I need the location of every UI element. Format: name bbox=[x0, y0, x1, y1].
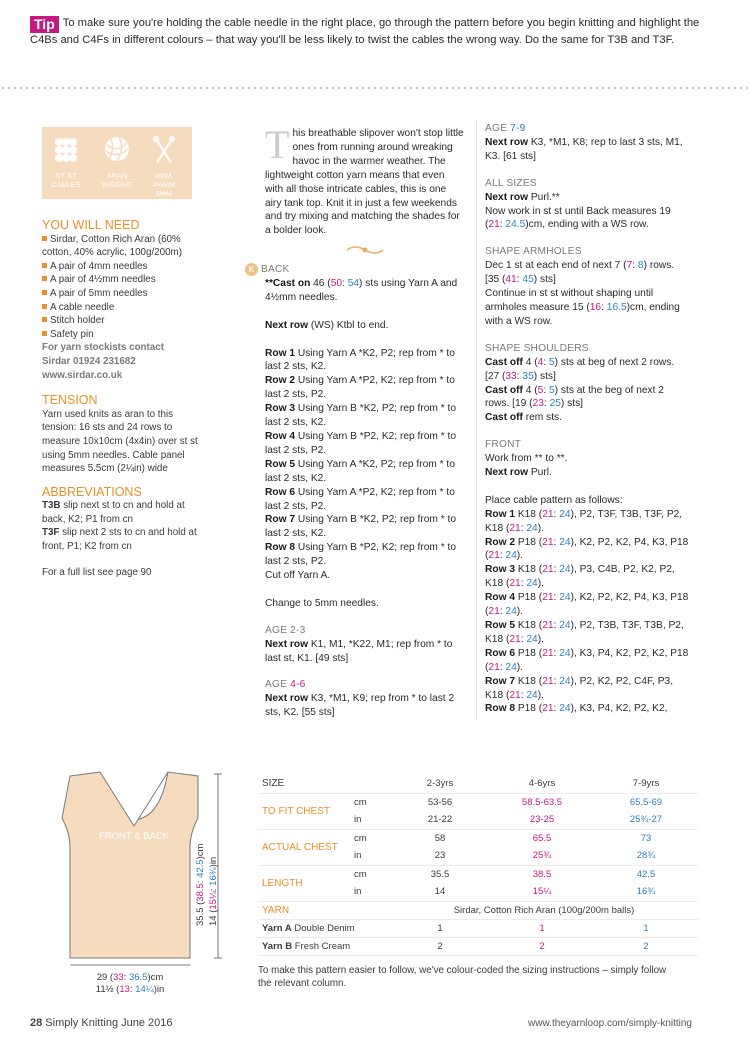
tip-box bbox=[30, 16, 720, 48]
change-needles-note: Change to 5mm needles. bbox=[265, 597, 379, 609]
page-number: 28 bbox=[30, 1017, 43, 1029]
all-sizes-heading: ALL SIZES bbox=[485, 177, 537, 189]
stockists-link[interactable]: www.sirdar.co.uk bbox=[42, 369, 123, 381]
age-7-9-row: Next row K3, *M1, K8; rep to last 3 sts, M1, K3. [61 sts] bbox=[485, 136, 683, 162]
age-4-6-row: Next row K3, *M1, K9; rep from * to last 2 sts, K2. [55 sts] bbox=[265, 693, 455, 719]
cable-row-6: Row 6 P18 (21: 24), K3, P4, K2, P2, K2, P18 (21: 24). bbox=[485, 647, 689, 673]
materials-list bbox=[42, 233, 202, 342]
age-2-3-row: Next row K1, M1, *K22, M1; rep from * to last st, K1. [49 sts] bbox=[265, 638, 453, 664]
cable-row-7: Row 7 K18 (21: 24), P2, K2, P2, C4F, P3, K18 (21: 24). bbox=[485, 675, 674, 701]
height-cm: 35.5 (38.5: 42.5)cm bbox=[195, 843, 206, 926]
cable-row-8: Row 8 P18 (21: 24), K3, P4, K2, P2, K2, bbox=[485, 703, 668, 715]
width-in: 11½ (13: 14¼)in bbox=[95, 984, 165, 995]
back-row-3: Row 3 Using Yarn B *K2, P2; rep from * to last 2 sts, K2. bbox=[265, 403, 457, 429]
cut-off-note: Cut off Yarn A. bbox=[265, 570, 331, 582]
tip-text: To make sure you're holding the cable needle in the right place, go through the pattern before you begin knitting and highlight the C4Bs and C4Fs in different colours – that way you'll be less likely to twist the cables the wrong way. Do the same for T3B and T3F. bbox=[30, 17, 700, 46]
diagram-label: FRONT & BACK bbox=[98, 831, 170, 842]
list-item: A cable needle bbox=[42, 301, 202, 315]
front-next-row: Next row Purl. bbox=[485, 467, 552, 479]
shape-shoulders-heading: SHAPE SHOULDERS bbox=[485, 342, 589, 354]
table-row: TO FIT CHEST cm 53-56 58.5-63.5 65.5-69 bbox=[258, 793, 698, 811]
front-heading: FRONT bbox=[485, 439, 522, 451]
list-item: Safety pin bbox=[42, 328, 202, 342]
full-list-note: For a full list see page 90 bbox=[42, 566, 152, 578]
size-table bbox=[258, 775, 698, 956]
abbrev-t3b: T3B slip next st to cn and hold at back, K2; P1 from cn bbox=[42, 500, 185, 525]
project-icons-panel bbox=[42, 127, 192, 199]
garment-diagram bbox=[60, 768, 250, 968]
table-row: in 23 25¾ 28¾ bbox=[258, 847, 698, 865]
you-will-need-heading: YOU WILL NEED bbox=[42, 218, 140, 232]
table-row: ACTUAL CHEST cm 58 65.5 73 bbox=[258, 829, 698, 847]
armholes-dec: Dec 1 st at each end of next 7 (7: 8) rows. [35 (41: 45) sts] bbox=[485, 260, 675, 286]
table-row: in 21-22 23-25 25¾-27 bbox=[258, 811, 698, 829]
width-labels bbox=[70, 972, 190, 996]
list-item: A pair of 5mm needles bbox=[42, 287, 202, 301]
size-table-container bbox=[258, 775, 698, 990]
back-row-8: Row 8 Using Yarn B *P2, K2; rep from * to last 2 sts, P2. bbox=[265, 542, 457, 568]
age-7-9-heading: AGE 7-9 bbox=[485, 123, 526, 134]
tip-label: Tip bbox=[30, 16, 59, 33]
right-column bbox=[485, 122, 690, 716]
you-will-need-section bbox=[42, 219, 202, 579]
knit-badge: K bbox=[245, 263, 258, 276]
cable-row-4: Row 4 P18 (21: 24), K2, P2, K2, P4, K3, P18 (21: 24). bbox=[485, 592, 689, 618]
intro-paragraph: This breathable slipover won't stop little ones from running around wreaking havoc in the warmer weather. The lightweight cotton yarn means that even with all those intricate cables, this is one airy tank top. Knit it in just a few weekends and try mixing and matching the shades for a bolder look. bbox=[265, 122, 464, 237]
back-row-1: Row 1 Using Yarn A *K2, P2; rep from * to last 2 sts, K2. bbox=[265, 347, 455, 373]
footer-url[interactable]: www.theyarnloop.com/simply-knitting bbox=[528, 1018, 692, 1029]
height-in: 14 (15¼: 16¾)in bbox=[208, 856, 219, 926]
ornament-icon bbox=[265, 244, 465, 261]
front-work: Work from ** to **. bbox=[485, 453, 568, 465]
list-item: A pair of 4½mm needles bbox=[42, 273, 202, 287]
list-item: A pair of 4mm needles bbox=[42, 260, 202, 274]
stockists-line1: For yarn stockists contact bbox=[42, 342, 164, 354]
back-next-row: Next row (WS) Ktbl to end. bbox=[265, 319, 389, 331]
back-row-7: Row 7 Using Yarn B *K2, P2; rep from * to last 2 sts, K2. bbox=[265, 514, 457, 540]
column-divider bbox=[476, 120, 477, 720]
back-row-4: Row 4 Using Yarn B *P2, K2; rep from * to last 2 sts, P2. bbox=[265, 431, 457, 456]
yarn-ball-icon: ARAN WEIGHT bbox=[97, 135, 137, 189]
back-row-2: Row 2 Using Yarn A *P2, K2; rep from * to last 2 sts, P2. bbox=[265, 375, 455, 401]
dotted-divider bbox=[0, 86, 750, 90]
tension-heading: TENSION bbox=[42, 393, 98, 408]
st-st-cables-icon: ST ST CABLES bbox=[46, 135, 86, 189]
table-row: Yarn A Double Denim 1 1 1 bbox=[258, 919, 698, 937]
drop-cap: T bbox=[265, 122, 290, 167]
all-sizes-measure: Now work in st st until Back measures 19 (21: 24.5)cm, ending with a WS row. bbox=[485, 205, 671, 231]
shoulders-cast-off-3: Cast off rem sts. bbox=[485, 412, 562, 424]
age-2-3-heading: AGE 2-3 bbox=[265, 624, 306, 636]
shape-armholes-heading: SHAPE ARMHOLES bbox=[485, 246, 582, 258]
all-sizes-row: Next row Purl.** bbox=[485, 191, 560, 203]
table-row: LENGTH cm 35.5 38.5 42.5 bbox=[258, 865, 698, 883]
armholes-continue: Continue in st st without shaping until armholes measure 15 (16: 16.5)cm, ending with a WS row. bbox=[485, 288, 680, 327]
table-row: YARN Sirdar, Cotton Rich Aran (100g/200m balls) bbox=[258, 901, 698, 919]
cable-row-3: Row 3 K18 (21: 24), P3, C4B, P2, K2, P2, K18 (21: 24). bbox=[485, 564, 675, 590]
back-row-6: Row 6 Using Yarn A *P2, K2; rep from * to last 2 sts, P2. bbox=[265, 486, 455, 512]
cable-row-2: Row 2 P18 (21: 24), K2, P2, K2, P4, K3, P18 (21: 24). bbox=[485, 536, 689, 562]
width-cm: 29 (33: 36.5)cm bbox=[96, 972, 164, 983]
needles-icon: 4MM, 4½MM 5MM bbox=[144, 135, 184, 198]
table-row: Yarn B Fresh Cream 2 2 2 bbox=[258, 937, 698, 955]
back-cast-on: **Cast on 46 (50: 54) sts using Yarn A and 4½mm needles. bbox=[265, 278, 458, 303]
shoulders-cast-off-2: Cast off 4 (5: 5) sts at the beg of next 2 rows. [19 (23: 25) sts] bbox=[485, 384, 664, 410]
cable-row-1: Row 1 K18 (21: 24), P2, T3F, T3B, T3F, P2, K18 (21: 24). bbox=[485, 508, 683, 534]
abbreviations-heading: ABBREVIATIONS bbox=[42, 484, 142, 499]
back-row-5: Row 5 Using Yarn A *K2, P2; rep from * to last 2 sts, K2. bbox=[265, 458, 455, 484]
place-cable-note: Place cable pattern as follows: bbox=[485, 494, 623, 506]
table-row: SIZE 2-3yrs 4-6yrs 7-9yrs bbox=[258, 775, 698, 793]
list-item: Stitch holder bbox=[42, 314, 202, 328]
cable-row-5: Row 5 K18 (21: 24), P2, T3B, T3F, T3B, P2, K18 (21: 24). bbox=[485, 619, 684, 645]
stockists-line2: Sirdar 01924 231682 bbox=[42, 355, 136, 367]
tension-text: Yarn used knits as aran to this tension: 16 sts and 24 rows to measure 10x10cm (4x4in) over st st using 5mm needles. Cable panel measures 5.5cm (2¼in) wide bbox=[42, 408, 198, 475]
age-4-6-heading: AGE 4-6 bbox=[265, 679, 306, 691]
footer-left bbox=[30, 1017, 173, 1029]
list-item: Sirdar, Cotton Rich Aran (60% cotton, 40% acrylic, 100g/200m) bbox=[42, 233, 182, 259]
magazine-title: Simply Knitting June 2016 bbox=[42, 1017, 173, 1029]
abbrev-t3f: T3F slip next 2 sts to cn and hold at front, P1; K2 from cn bbox=[42, 527, 197, 553]
shoulders-cast-off-1: Cast off 4 (4: 5) sts at beg of next 2 rows. [27 (33: 35) sts] bbox=[485, 356, 675, 382]
colour-code-note: To make this pattern easier to follow, we've colour-coded the sizing instructions – simply follow the relevant column. bbox=[258, 964, 667, 989]
middle-column bbox=[248, 122, 465, 720]
back-heading: K BACK bbox=[245, 263, 465, 277]
table-row: in 14 15¼ 16¾ bbox=[258, 883, 698, 901]
